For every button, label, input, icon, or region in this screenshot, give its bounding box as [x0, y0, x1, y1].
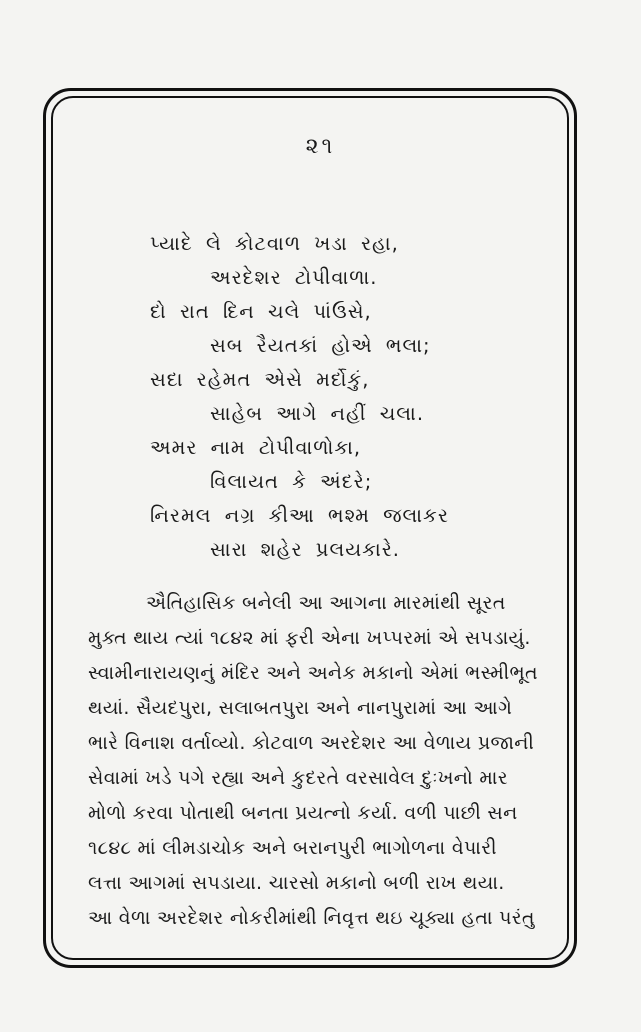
prose-line: મુક્ત થાય ત્યાં ૧૮૪૨ માં ફરી એના ખપ્પરમાં એ સપડાયું.	[88, 627, 531, 649]
prose-line: ૧૮૪૮ માં લીમડાચોક અને બરાનપુરી ભાગોળના વેપારી	[88, 837, 497, 859]
poem-line: પ્યાદે લે કોટવાળ ખડા રહા,	[150, 232, 399, 255]
poem-line: સારા શહેર પ્રલયકારે.	[210, 538, 401, 561]
prose-line: થયાં. સૈયદપુરા, સલાબતપુરા અને નાનપુરામાં આ આગે	[88, 697, 513, 719]
prose-line: મોળો કરવા પોતાથી બનતા પ્રયત્નો કર્યા. વળી પાછી સન	[88, 802, 518, 824]
page-number: ૨૧	[305, 134, 336, 159]
prose-line: સ્વામીનારાયણનું મંદિર અને અનેક મકાનો એમાં ભસ્મીભૂત	[88, 662, 538, 684]
prose-line: ભારે વિનાશ વર્તાવ્યો. કોટવાળ અરદેશર આ વેળાય પ્રજાની	[88, 732, 535, 754]
poem-line: નિરમલ નગ્ર કીઆ ભશ્મ જલાકર	[150, 504, 449, 527]
prose-line: સેવામાં ખડે પગે રહ્યા અને કુદરતે વરસાવેલ દુઃખનો માર	[88, 767, 508, 789]
poem-line: વિલાયત કે અંદરે;	[210, 470, 373, 493]
poem-line: દો રાત દિન ચલે પાંઉસે,	[150, 300, 372, 323]
prose-line: આ વેળા અરદેશર નોકરીમાંથી નિવૃત્ત થઇ ચૂક્યા હતા પરંતુ	[88, 907, 535, 929]
poem-line: સદા રહેમત એસે મર્દોકું,	[150, 368, 370, 391]
poem-line: અરદેશર ટોપીવાળા.	[210, 266, 378, 289]
poem-line: સબ રૈયતકાં હોએ ભલા;	[210, 334, 431, 357]
page-border-inner	[51, 96, 569, 960]
poem-line: અમર નામ ટોપીવાળોકા,	[150, 436, 362, 459]
prose-line: ઐતિહાસિક બનેલી આ આગના મારમાંથી સૂરત	[146, 592, 506, 614]
prose-line: લત્તા આગમાં સપડાયા. ચારસો મકાનો બળી રાખ થયા.	[88, 872, 505, 894]
poem-line: સાહેબ આગે નહીં ચલા.	[210, 402, 425, 425]
